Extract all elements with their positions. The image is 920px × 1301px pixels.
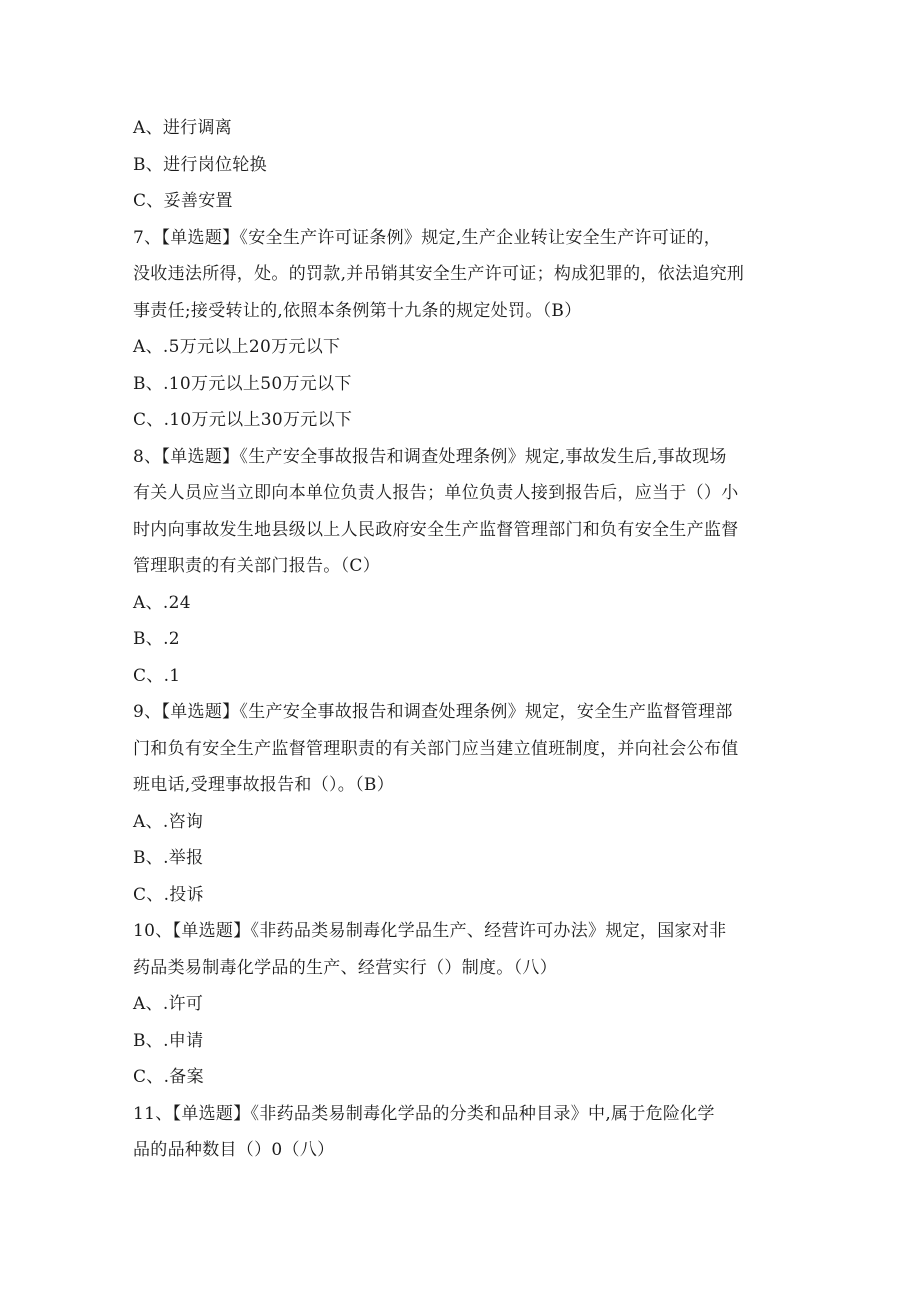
option-line: B、.举报 — [133, 848, 204, 868]
option-line: C、.1 — [133, 665, 181, 686]
leading-options — [133, 110, 793, 220]
option-line: A、进行调离 — [133, 118, 233, 138]
question-text-line: 11、【单选题】《非药品类易制毒化学品的分类和品种目录》中,属于危险化学 — [133, 1103, 715, 1124]
question-block — [133, 913, 793, 1096]
question-text-line: 品的品种数目（）0（八） — [133, 1140, 335, 1160]
document-page — [133, 110, 793, 1169]
option-line: A、.许可 — [133, 994, 204, 1014]
option-line: B、.10万元以上50万元以下 — [133, 373, 352, 394]
question-block — [133, 220, 793, 439]
question-block — [133, 439, 793, 695]
question-text-line: 9、【单选题】《生产安全事故报告和调查处理条例》规定，安全生产监督管理部 — [133, 702, 733, 722]
question-text-line: 没收违法所得，处。的罚款,并吊销其安全生产许可证；构成犯罪的，依法追究刑 — [133, 264, 745, 284]
question-text-line: 药品类易制毒化学品的生产、经营实行（）制度。（八） — [133, 957, 557, 978]
question-text-line: 8、【单选题】《生产安全事故报告和调查处理条例》规定,事故发生后,事故现场 — [133, 446, 727, 467]
question-text-line: 有关人员应当立即向本单位负责人报告；单位负责人接到报告后，应当于（）小 — [133, 483, 739, 503]
question-block — [133, 694, 793, 913]
question-text-line: 7、【单选题】《安全生产许可证条例》规定,生产企业转让安全生产许可证的， — [133, 227, 722, 248]
option-line: A、.5万元以上20万元以下 — [133, 337, 341, 357]
question-text-line: 事责任;接受转让的,依照本条例第十九条的规定处罚。（B） — [133, 300, 582, 321]
question-text-line: 管理职责的有关部门报告。（C） — [133, 556, 381, 576]
question-block — [133, 1096, 793, 1169]
option-line: C、.投诉 — [133, 884, 204, 905]
question-text-line: 班电话,受理事故报告和（）。（B） — [133, 775, 394, 795]
option-line: C、妥善安置 — [133, 191, 233, 211]
option-line: B、.2 — [133, 629, 180, 649]
question-text-line: 10、【单选题】《非药品类易制毒化学品生产、经营许可办法》规定，国家对非 — [133, 921, 727, 941]
question-text-line: 门和负有安全生产监督管理职责的有关部门应当建立值班制度，并向社会公布值 — [133, 738, 739, 759]
option-line: A、.24 — [133, 592, 191, 613]
question-text-line: 时内向事故发生地县级以上人民政府安全生产监督管理部门和负有安全生产监督 — [133, 519, 739, 540]
option-line: B、.申请 — [133, 1030, 204, 1051]
option-line: A、.咨询 — [133, 811, 204, 832]
option-line: C、.备案 — [133, 1067, 204, 1087]
option-line: C、.10万元以上30万元以下 — [133, 410, 353, 430]
option-line: B、进行岗位轮换 — [133, 154, 267, 175]
